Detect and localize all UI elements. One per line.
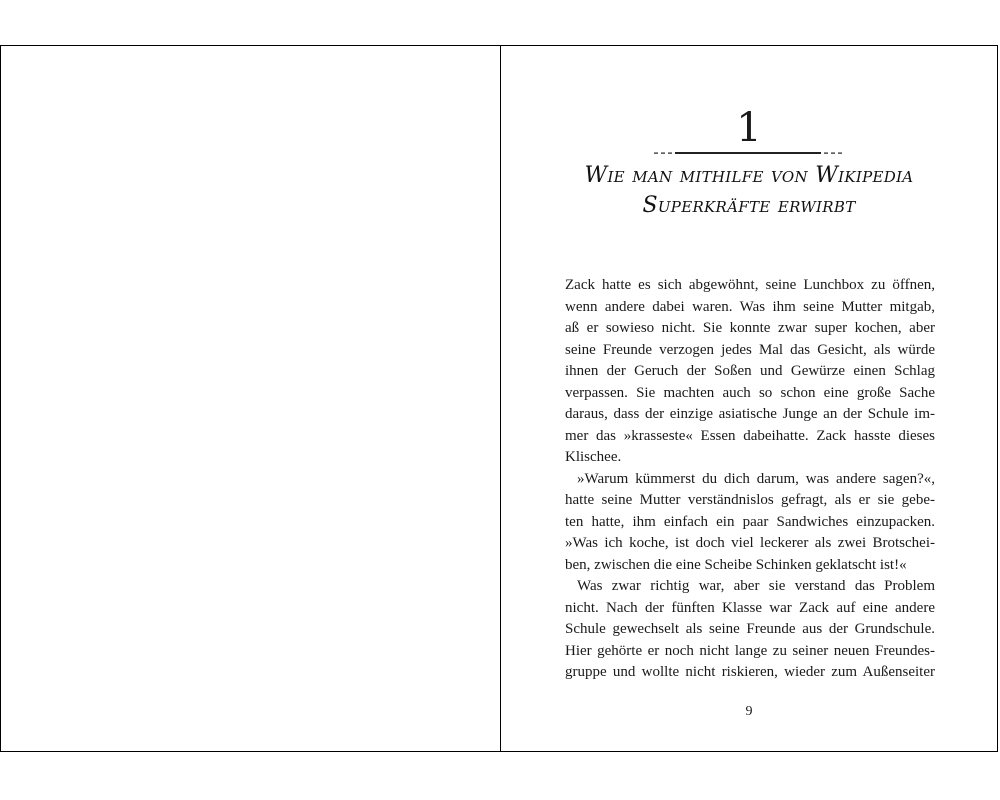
text-line: verpassen. Sie machten auch so schon eine große Sache [565, 384, 935, 401]
chapter-title-line: Wie man mithilfe von Wikipedia [584, 163, 914, 188]
text-line: ihnen der Geruch der Soßen und Gewürze einen Schlag [565, 363, 935, 379]
text-line: mer das »krasseste« Essen dabeihatte. Zack hasste dieses [565, 427, 935, 444]
left-page [1, 46, 501, 751]
right-page [501, 46, 997, 751]
text-line: gruppe und wollte nicht riskieren, wieder zum Außenseiter [565, 664, 935, 680]
text-line: wenn andere dabei waren. Was ihm seine Mutter mitgab, [565, 298, 935, 315]
text-line: seine Freunde verzogen jedes Mal das Gesicht, als würde [565, 341, 935, 358]
text-line: »Warum kümmerst du dich darum, was andere sagen?«, [577, 470, 935, 487]
text-line: ben, zwischen die eine Scheibe Schinken geklatscht ist!« [565, 556, 907, 573]
text-line: Was zwar richtig war, aber sie verstand das Problem [577, 578, 935, 594]
chapter-number: 1 [736, 105, 762, 151]
text-line: daraus, dass der einzige asiatische Junge an der Schule im- [565, 406, 935, 422]
text-line: Schule gewechselt als seine Freunde aus der Grundschule. [565, 621, 935, 637]
page-number: 9 [745, 704, 753, 719]
chapter-title [501, 161, 997, 221]
text-line: »Was ich koche, ist doch viel leckerer als zwei Brotschei- [565, 535, 935, 551]
text-line: aß er sowieso nicht. Sie konnte zwar super kochen, aber [565, 320, 935, 336]
body-text [565, 275, 935, 684]
text-line: hatte seine Mutter verständnislos gefragt, als er sie gebe- [565, 492, 935, 508]
text-line: nicht. Nach der fünften Klasse war Zack auf eine andere [565, 599, 935, 616]
chapter-ornament-rule [654, 151, 842, 155]
text-line: Hier gehörte er noch nicht lange zu seiner neuen Freundes- [565, 642, 935, 659]
book-spread [0, 45, 998, 752]
chapter-title-line: Superkräfte erwirbt [642, 193, 856, 218]
text-line: Zack hatte es sich abgewöhnt, seine Lunchbox zu öffnen, [565, 277, 935, 293]
text-line: Klischee. [565, 449, 622, 465]
text-line: ten hatte, ihm einfach ein paar Sandwiches einzupacken. [565, 513, 935, 530]
